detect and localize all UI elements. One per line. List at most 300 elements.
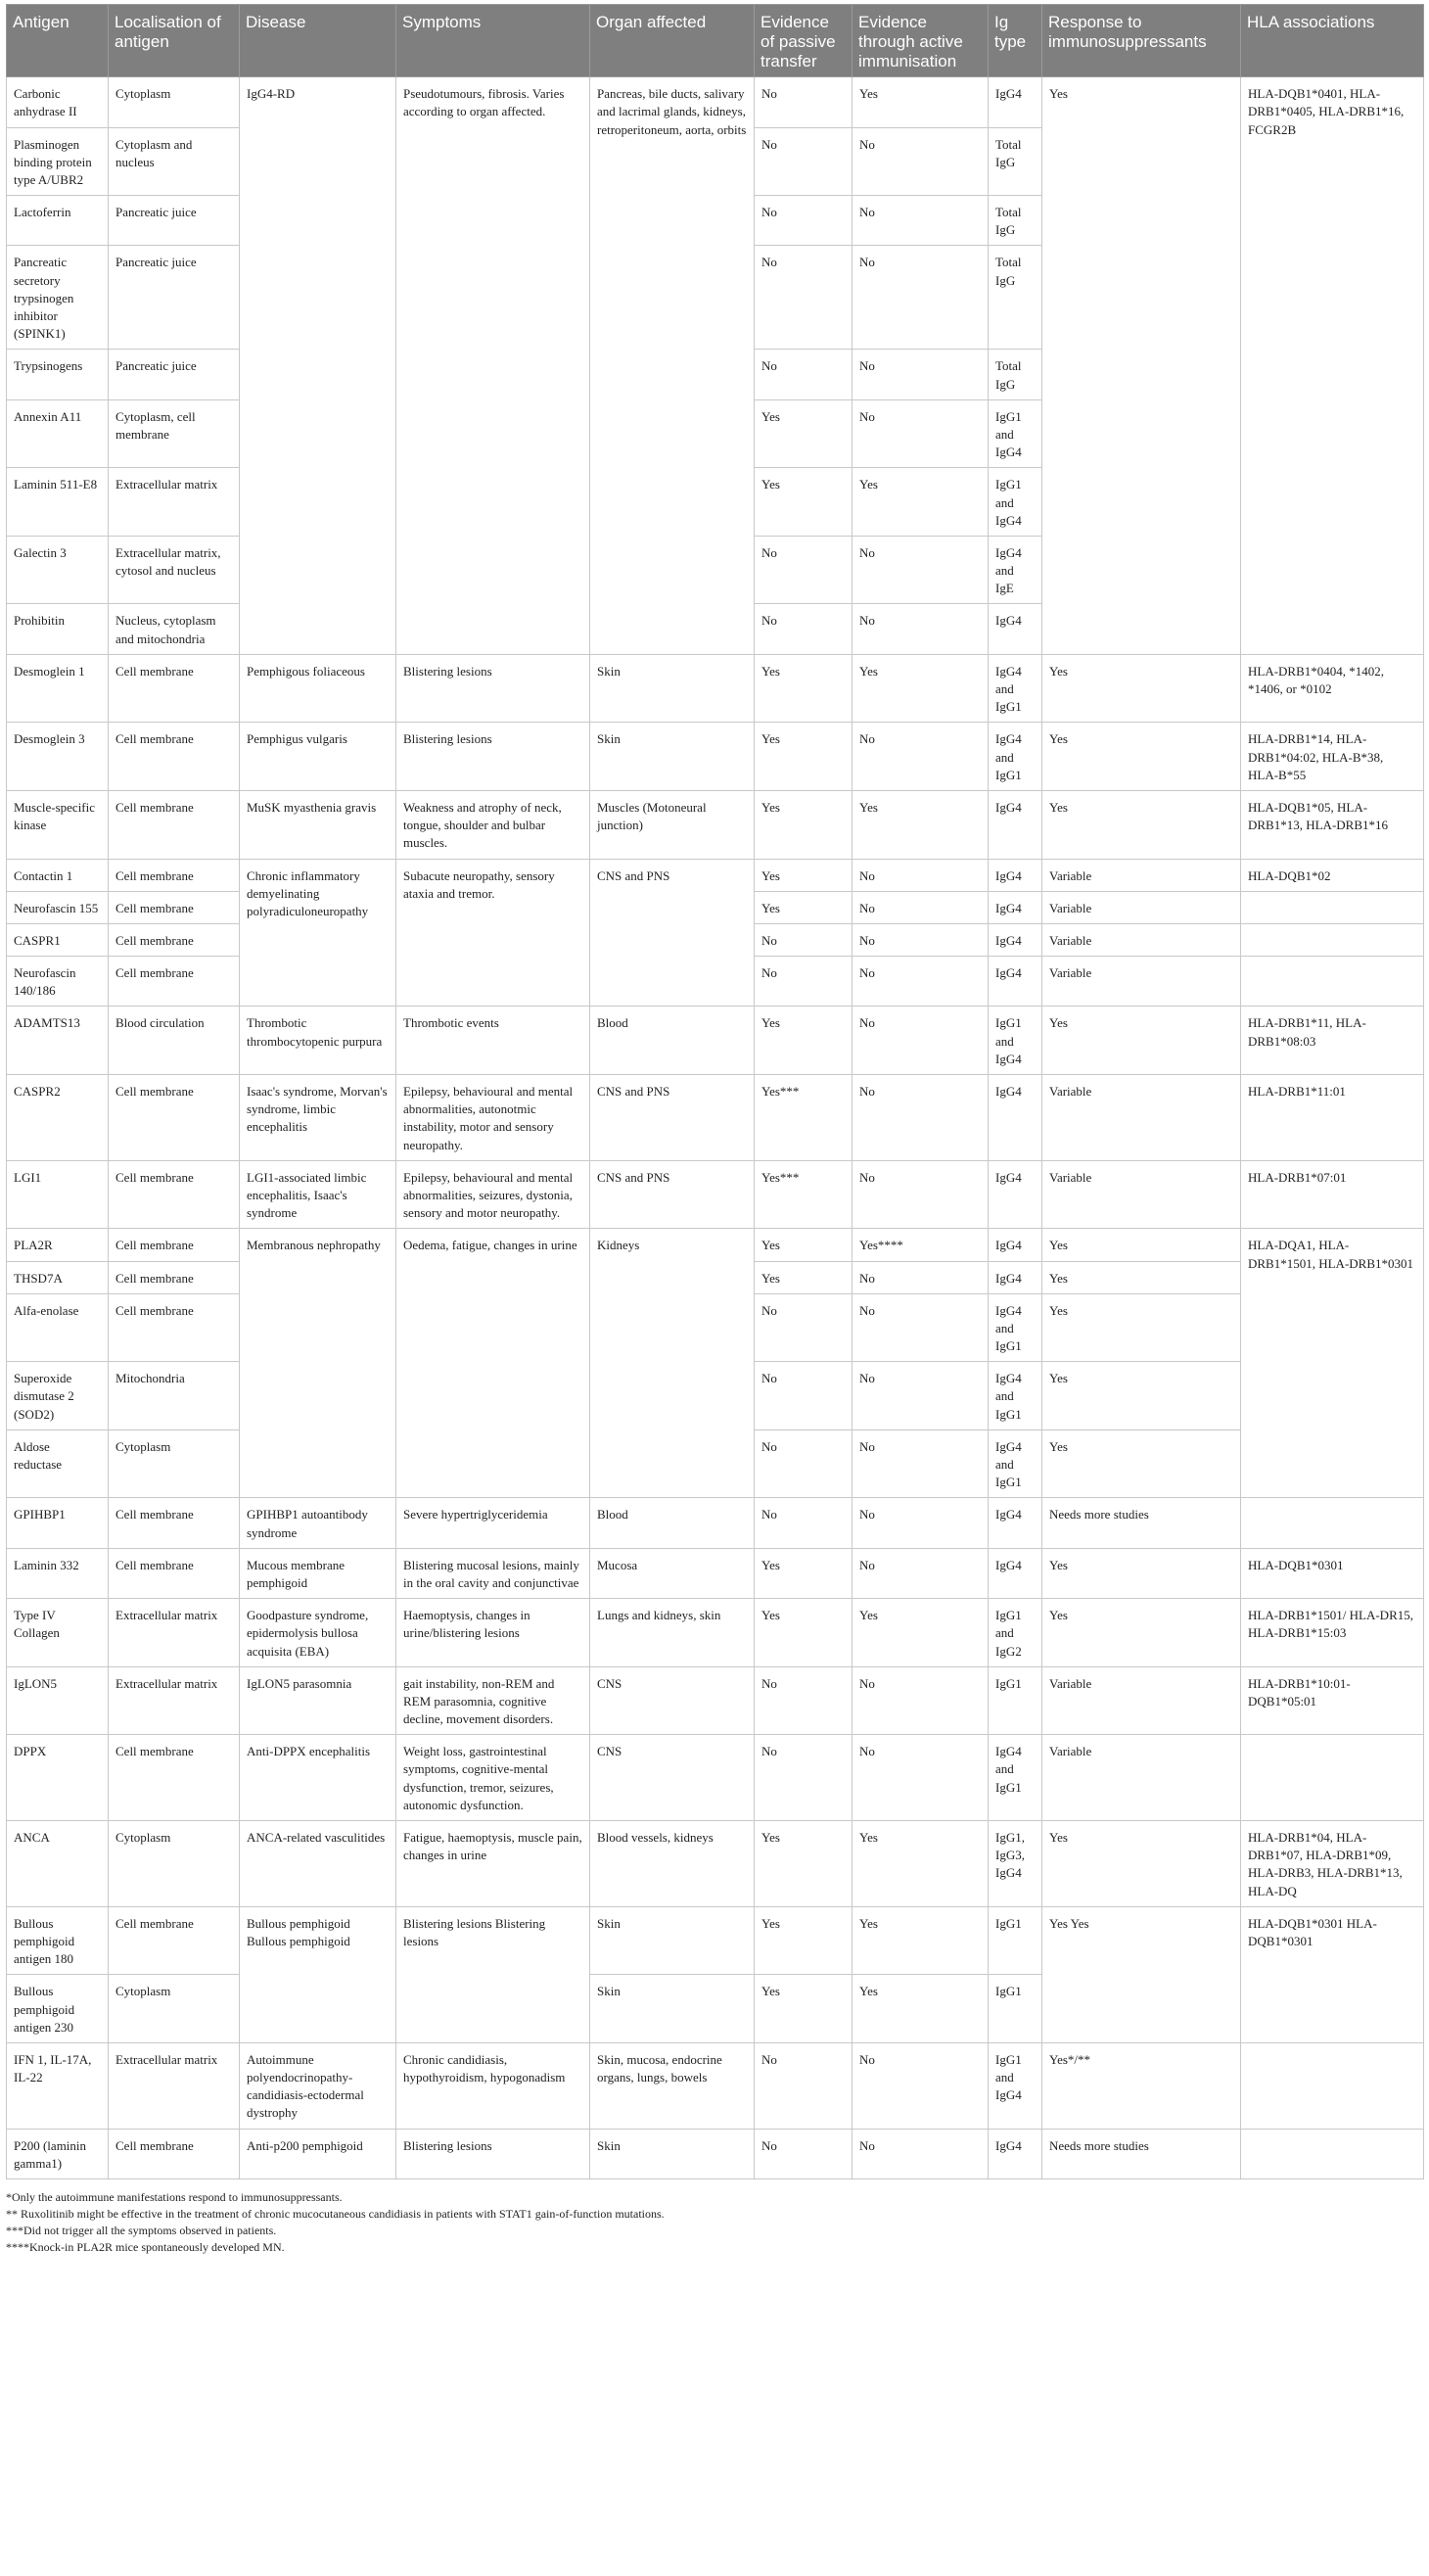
- table-cell: CNS and PNS: [590, 1160, 755, 1229]
- table-cell: HLA-DQA1, HLA-DRB1*1501, HLA-DRB1*0301: [1241, 1229, 1424, 1498]
- table-cell: IgG4: [989, 923, 1042, 956]
- table-cell: Skin: [590, 723, 755, 791]
- page: [6, 4, 1423, 2569]
- table-cell: Yes: [1042, 723, 1241, 791]
- table-cell: CASPR2: [7, 1075, 109, 1161]
- table-cell: Yes: [1042, 790, 1241, 859]
- table-cell: CNS and PNS: [590, 1075, 755, 1161]
- table-cell: Yes Yes: [1042, 1906, 1241, 2042]
- table-cell: Cell membrane: [109, 723, 240, 791]
- table-cell: Yes: [853, 1821, 989, 1907]
- table-cell: No: [853, 604, 989, 654]
- table-cell: Nucleus, cytoplasm and mitochondria: [109, 604, 240, 654]
- table-cell: No: [853, 399, 989, 468]
- table-cell: IgLON5 parasomnia: [240, 1666, 396, 1735]
- table-cell: [1241, 957, 1424, 1007]
- table-cell: gait instability, non-REM and REM parasomnia, cognitive decline, movement disorders.: [396, 1666, 590, 1735]
- table-cell: HLA-DQB1*0301 HLA-DQB1*0301: [1241, 1906, 1424, 2042]
- table-cell: Neurofascin 140/186: [7, 957, 109, 1007]
- table-cell: IgG4 and IgE: [989, 536, 1042, 604]
- table-cell: No: [755, 350, 853, 399]
- table-cell: Blistering lesions: [396, 723, 590, 791]
- table-cell: Yes: [853, 654, 989, 723]
- table-cell: No: [853, 1548, 989, 1598]
- table-row: [7, 723, 1424, 791]
- table-cell: Weight loss, gastrointestinal symptoms, cognitive-mental dysfunction, tremor, seizures, autonomic dysfunction.: [396, 1735, 590, 1821]
- table-cell: Blood: [590, 1007, 755, 1075]
- column-header: Antigen: [7, 5, 109, 77]
- table-cell: Extracellular matrix, cytosol and nucleus: [109, 536, 240, 604]
- table-cell: Variable: [1042, 1075, 1241, 1161]
- table-cell: Cell membrane: [109, 2129, 240, 2178]
- table-cell: Goodpasture syndrome, epidermolysis bullosa acquisita (EBA): [240, 1599, 396, 1667]
- column-header: Evidence through active immunisation: [853, 5, 989, 77]
- table-cell: Cell membrane: [109, 1735, 240, 1821]
- table-cell: Extracellular matrix: [109, 1666, 240, 1735]
- table-cell: Yes: [755, 654, 853, 723]
- column-header: Ig type: [989, 5, 1042, 77]
- table-cell: CNS: [590, 1735, 755, 1821]
- table-cell: Cytoplasm: [109, 1821, 240, 1907]
- table-cell: IgG4: [989, 891, 1042, 923]
- table-cell: IgG4: [989, 604, 1042, 654]
- table-cell: No: [853, 923, 989, 956]
- table-cell: Variable: [1042, 859, 1241, 891]
- table-cell: No: [853, 1362, 989, 1430]
- table-cell: IgG4: [989, 859, 1042, 891]
- table-cell: Yes: [1042, 1548, 1241, 1598]
- table-cell: MuSK myasthenia gravis: [240, 790, 396, 859]
- table-cell: Yes*/**: [1042, 2042, 1241, 2129]
- table-cell: Cell membrane: [109, 654, 240, 723]
- table-cell: Cytoplasm: [109, 1975, 240, 2043]
- table-cell: Cell membrane: [109, 1548, 240, 1598]
- table-cell: No: [755, 246, 853, 350]
- table-cell: No: [853, 196, 989, 246]
- table-cell: Blood vessels, kidneys: [590, 1821, 755, 1907]
- table-cell: [1241, 1735, 1424, 1821]
- table-cell: No: [853, 1498, 989, 1548]
- table-cell: Cell membrane: [109, 1906, 240, 1975]
- column-header: Evidence of passive transfer: [755, 5, 853, 77]
- table-cell: Cell membrane: [109, 923, 240, 956]
- table-cell: Thrombotic thrombocytopenic purpura: [240, 1007, 396, 1075]
- table-cell: LGI1: [7, 1160, 109, 1229]
- table-cell: Cell membrane: [109, 1261, 240, 1293]
- table-cell: Chronic candidiasis, hypothyroidism, hypogonadism: [396, 2042, 590, 2129]
- table-cell: No: [755, 196, 853, 246]
- table-cell: No: [755, 1362, 853, 1430]
- table-cell: Total IgG: [989, 246, 1042, 350]
- table-cell: IgG4 and IgG1: [989, 1293, 1042, 1362]
- table-cell: IgG4: [989, 1229, 1042, 1261]
- table-cell: IgG4: [989, 1498, 1042, 1548]
- table-cell: Aldose reductase: [7, 1429, 109, 1498]
- table-cell: No: [755, 1429, 853, 1498]
- table-cell: HLA-DRB1*07:01: [1241, 1160, 1424, 1229]
- table-cell: IgG4 and IgG1: [989, 1429, 1042, 1498]
- table-row: [7, 1821, 1424, 1907]
- table-cell: Needs more studies: [1042, 2129, 1241, 2178]
- table-cell: Variable: [1042, 891, 1241, 923]
- table-cell: Skin, mucosa, endocrine organs, lungs, bowels: [590, 2042, 755, 2129]
- table-cell: Extracellular matrix: [109, 468, 240, 537]
- table-row: [7, 77, 1424, 127]
- column-header: Symptoms: [396, 5, 590, 77]
- table-cell: No: [755, 957, 853, 1007]
- table-cell: Mucosa: [590, 1548, 755, 1598]
- table-cell: Total IgG: [989, 196, 1042, 246]
- table-cell: Trypsinogens: [7, 350, 109, 399]
- table-cell: Skin: [590, 654, 755, 723]
- table-row: [7, 654, 1424, 723]
- table-cell: Blistering mucosal lesions, mainly in the oral cavity and conjunctivae: [396, 1548, 590, 1598]
- table-cell: No: [755, 127, 853, 196]
- table-cell: Yes: [1042, 1007, 1241, 1075]
- table-cell: Autoimmune polyendocrinopathy-candidiasis-ectodermal dystrophy: [240, 2042, 396, 2129]
- table-row: [7, 1666, 1424, 1735]
- table-cell: Cell membrane: [109, 1075, 240, 1161]
- table-cell: Galectin 3: [7, 536, 109, 604]
- table-cell: Yes: [755, 723, 853, 791]
- table-cell: Epilepsy, behavioural and mental abnormalities, autonotmic instability, motor and sensory neuropathy.: [396, 1075, 590, 1161]
- table-cell: Plasminogen binding protein type A/UBR2: [7, 127, 109, 196]
- table-cell: Variable: [1042, 1735, 1241, 1821]
- table-row: [7, 1007, 1424, 1075]
- table-cell: Extracellular matrix: [109, 1599, 240, 1667]
- table-cell: Yes: [853, 1975, 989, 2043]
- table-cell: HLA-DRB1*10:01-DQB1*05:01: [1241, 1666, 1424, 1735]
- table-cell: Yes***: [755, 1160, 853, 1229]
- table-cell: IgG4: [989, 790, 1042, 859]
- autoantigen-table: [6, 4, 1424, 2179]
- table-cell: Yes: [755, 859, 853, 891]
- table-cell: Blistering lesions: [396, 2129, 590, 2178]
- table-cell: HLA-DRB1*11:01: [1241, 1075, 1424, 1161]
- table-cell: Haemoptysis, changes in urine/blistering lesions: [396, 1599, 590, 1667]
- table-cell: Muscle-specific kinase: [7, 790, 109, 859]
- table-cell: IgG4: [989, 1261, 1042, 1293]
- table-cell: IgG1 and IgG4: [989, 2042, 1042, 2129]
- table-cell: No: [755, 2129, 853, 2178]
- table-cell: No: [853, 350, 989, 399]
- table-cell: No: [755, 1666, 853, 1735]
- table-cell: Total IgG: [989, 127, 1042, 196]
- table-cell: Blood circulation: [109, 1007, 240, 1075]
- table-cell: Yes***: [755, 1075, 853, 1161]
- table-cell: Neurofascin 155: [7, 891, 109, 923]
- table-cell: LGI1-associated limbic encephalitis, Isaac's syndrome: [240, 1160, 396, 1229]
- table-cell: Kidneys: [590, 1229, 755, 1498]
- table-row: [7, 1229, 1424, 1261]
- footnotes: [6, 2189, 1423, 2256]
- table-cell: HLA-DQB1*05, HLA-DRB1*13, HLA-DRB1*16: [1241, 790, 1424, 859]
- table-cell: Superoxide dismutase 2 (SOD2): [7, 1362, 109, 1430]
- table-cell: No: [755, 923, 853, 956]
- table-cell: Yes: [755, 468, 853, 537]
- table-cell: Yes: [853, 77, 989, 127]
- table-cell: [1241, 923, 1424, 956]
- table-row: [7, 1548, 1424, 1598]
- table-cell: Chronic inflammatory demyelinating polyradiculoneuropathy: [240, 859, 396, 1007]
- table-row: [7, 790, 1424, 859]
- table-cell: Pemphigous foliaceous: [240, 654, 396, 723]
- table-cell: ANCA: [7, 1821, 109, 1907]
- table-header: [7, 5, 1424, 77]
- table-cell: IgG4: [989, 1075, 1042, 1161]
- table-cell: No: [755, 536, 853, 604]
- table-cell: Yes****: [853, 1229, 989, 1261]
- table-cell: GPIHBP1: [7, 1498, 109, 1548]
- table-cell: Isaac's syndrome, Morvan's syndrome, limbic encephalitis: [240, 1075, 396, 1161]
- table-cell: No: [853, 246, 989, 350]
- table-row: [7, 1599, 1424, 1667]
- table-row: [7, 1075, 1424, 1161]
- table-cell: No: [853, 2042, 989, 2129]
- table-cell: IgLON5: [7, 1666, 109, 1735]
- table-cell: Cell membrane: [109, 1498, 240, 1548]
- table-cell: Yes: [755, 891, 853, 923]
- table-cell: No: [755, 77, 853, 127]
- table-cell: Yes: [1042, 1293, 1241, 1362]
- column-header: Organ affected: [590, 5, 755, 77]
- footnote: *Only the autoimmune manifestations respond to immunosuppressants.: [6, 2190, 343, 2205]
- table-cell: Blistering lesions: [396, 654, 590, 723]
- table-cell: Skin: [590, 1975, 755, 2043]
- table-cell: Cytoplasm, cell membrane: [109, 399, 240, 468]
- table-cell: IgG1 and IgG2: [989, 1599, 1042, 1667]
- table-cell: Yes: [755, 1548, 853, 1598]
- table-cell: Variable: [1042, 1160, 1241, 1229]
- table-cell: HLA-DQB1*02: [1241, 859, 1424, 891]
- table-cell: DPPX: [7, 1735, 109, 1821]
- table-cell: IgG4 and IgG1: [989, 1362, 1042, 1430]
- table-cell: Desmoglein 1: [7, 654, 109, 723]
- table-cell: IgG1 and IgG4: [989, 468, 1042, 537]
- table-cell: Lungs and kidneys, skin: [590, 1599, 755, 1667]
- table-cell: Variable: [1042, 923, 1241, 956]
- table-cell: Pancreas, bile ducts, salivary and lacrimal glands, kidneys, retroperitoneum, aorta, orbits: [590, 77, 755, 655]
- table-cell: No: [853, 723, 989, 791]
- table-row: [7, 1906, 1424, 1975]
- footnote: ****Knock-in PLA2R mice spontaneously developed MN.: [6, 2240, 285, 2255]
- table-cell: Contactin 1: [7, 859, 109, 891]
- table-cell: Oedema, fatigue, changes in urine: [396, 1229, 590, 1498]
- table-cell: IgG1, IgG3, IgG4: [989, 1821, 1042, 1907]
- table-cell: IgG1 and IgG4: [989, 399, 1042, 468]
- table-cell: HLA-DRB1*11, HLA-DRB1*08:03: [1241, 1007, 1424, 1075]
- table-cell: IgG4: [989, 2129, 1042, 2178]
- table-cell: No: [755, 604, 853, 654]
- table-cell: Yes: [1042, 1429, 1241, 1498]
- table-cell: Carbonic anhydrase II: [7, 77, 109, 127]
- table-cell: Yes: [1042, 1229, 1241, 1261]
- table-cell: Anti-DPPX encephalitis: [240, 1735, 396, 1821]
- column-header: Localisation of antigen: [109, 5, 240, 77]
- footnote: ***Did not trigger all the symptoms observed in patients.: [6, 2224, 277, 2238]
- table-cell: Cell membrane: [109, 957, 240, 1007]
- table-cell: Yes: [853, 790, 989, 859]
- table-cell: Muscles (Motoneural junction): [590, 790, 755, 859]
- table-cell: Thrombotic events: [396, 1007, 590, 1075]
- table-cell: GPIHBP1 autoantibody syndrome: [240, 1498, 396, 1548]
- table-cell: Needs more studies: [1042, 1498, 1241, 1548]
- table-cell: Yes: [1042, 654, 1241, 723]
- table-cell: Severe hypertriglyceridemia: [396, 1498, 590, 1548]
- table-cell: No: [853, 891, 989, 923]
- table-row: [7, 1160, 1424, 1229]
- table-cell: No: [853, 536, 989, 604]
- table-cell: Bullous pemphigoid antigen 230: [7, 1975, 109, 2043]
- table-cell: Yes: [755, 1821, 853, 1907]
- table-cell: No: [853, 1075, 989, 1161]
- column-header: Disease: [240, 5, 396, 77]
- table-cell: No: [853, 1160, 989, 1229]
- table-cell: Yes: [755, 1229, 853, 1261]
- table-cell: Cell membrane: [109, 859, 240, 891]
- table-cell: THSD7A: [7, 1261, 109, 1293]
- table-cell: Yes: [1042, 77, 1241, 655]
- table-cell: HLA-DQB1*0301: [1241, 1548, 1424, 1598]
- table-cell: No: [853, 957, 989, 1007]
- table-cell: Bullous pemphigoid Bullous pemphigoid: [240, 1906, 396, 2042]
- table-cell: Yes: [853, 468, 989, 537]
- table-cell: Yes: [755, 1975, 853, 2043]
- table-cell: No: [755, 1735, 853, 1821]
- table-cell: Alfa-enolase: [7, 1293, 109, 1362]
- table-cell: Pemphigus vulgaris: [240, 723, 396, 791]
- table-cell: P200 (laminin gamma1): [7, 2129, 109, 2178]
- table-cell: Mitochondria: [109, 1362, 240, 1430]
- table-cell: IgG1: [989, 1975, 1042, 2043]
- table-cell: Pancreatic juice: [109, 196, 240, 246]
- column-header: HLA associations: [1241, 5, 1424, 77]
- table-cell: Yes: [1042, 1599, 1241, 1667]
- table-cell: Skin: [590, 1906, 755, 1975]
- table-cell: Yes: [853, 1599, 989, 1667]
- table-cell: No: [755, 2042, 853, 2129]
- table-cell: Prohibitin: [7, 604, 109, 654]
- column-header: Response to immunosuppressants: [1042, 5, 1241, 77]
- table-cell: Yes: [853, 1906, 989, 1975]
- table-cell: Fatigue, haemoptysis, muscle pain, changes in urine: [396, 1821, 590, 1907]
- table-row: [7, 1498, 1424, 1548]
- table-cell: IgG4 and IgG1: [989, 723, 1042, 791]
- table-cell: CNS: [590, 1666, 755, 1735]
- table-cell: Blistering lesions Blistering lesions: [396, 1906, 590, 2042]
- table-cell: HLA-DRB1*04, HLA-DRB1*07, HLA-DRB1*09, HLA-DRB3, HLA-DRB1*13, HLA-DQ: [1241, 1821, 1424, 1907]
- table-cell: No: [853, 1429, 989, 1498]
- table-cell: IgG1: [989, 1666, 1042, 1735]
- table-cell: Yes: [1042, 1821, 1241, 1907]
- table-row: [7, 859, 1424, 891]
- table-cell: [1241, 891, 1424, 923]
- table-cell: Yes: [755, 1261, 853, 1293]
- table-cell: No: [853, 859, 989, 891]
- table-cell: IgG4-RD: [240, 77, 396, 655]
- table-cell: No: [853, 1007, 989, 1075]
- table-cell: No: [853, 1293, 989, 1362]
- table-cell: Bullous pemphigoid antigen 180: [7, 1906, 109, 1975]
- table-cell: Cytoplasm and nucleus: [109, 127, 240, 196]
- table-cell: IgG1 and IgG4: [989, 1007, 1042, 1075]
- table-cell: Desmoglein 3: [7, 723, 109, 791]
- table-cell: CNS and PNS: [590, 859, 755, 1007]
- table-cell: CASPR1: [7, 923, 109, 956]
- table-cell: ADAMTS13: [7, 1007, 109, 1075]
- table-cell: Yes: [1042, 1261, 1241, 1293]
- table-cell: Total IgG: [989, 350, 1042, 399]
- table-cell: HLA-DRB1*0404, *1402, *1406, or *0102: [1241, 654, 1424, 723]
- table-cell: No: [853, 1261, 989, 1293]
- table-cell: Pancreatic juice: [109, 350, 240, 399]
- table-cell: No: [853, 1666, 989, 1735]
- table-cell: Variable: [1042, 1666, 1241, 1735]
- table-cell: No: [853, 1735, 989, 1821]
- table-cell: IFN 1, IL-17A, IL-22: [7, 2042, 109, 2129]
- table-cell: IgG4 and IgG1: [989, 1735, 1042, 1821]
- table-cell: Cell membrane: [109, 891, 240, 923]
- table-cell: Cell membrane: [109, 1293, 240, 1362]
- table-cell: Subacute neuropathy, sensory ataxia and tremor.: [396, 859, 590, 1007]
- table-cell: HLA-DQB1*0401, HLA-DRB1*0405, HLA-DRB1*16, FCGR2B: [1241, 77, 1424, 655]
- table-cell: No: [853, 127, 989, 196]
- table-cell: IgG1: [989, 1906, 1042, 1975]
- table-cell: PLA2R: [7, 1229, 109, 1261]
- header-row: [7, 5, 1424, 77]
- table-cell: Yes: [755, 1007, 853, 1075]
- table-cell: Yes: [755, 1906, 853, 1975]
- table-cell: Yes: [755, 399, 853, 468]
- table-cell: No: [755, 1498, 853, 1548]
- table-cell: Cytoplasm: [109, 77, 240, 127]
- table-cell: Anti-p200 pemphigoid: [240, 2129, 396, 2178]
- table-cell: IgG4: [989, 1160, 1042, 1229]
- table-cell: Type IV Collagen: [7, 1599, 109, 1667]
- table-cell: Pseudotumours, fibrosis. Varies according to organ affected.: [396, 77, 590, 655]
- table-cell: Cell membrane: [109, 1229, 240, 1261]
- table-cell: Skin: [590, 2129, 755, 2178]
- table-cell: [1241, 2129, 1424, 2178]
- table-cell: HLA-DRB1*14, HLA-DRB1*04:02, HLA-B*38, HLA-B*55: [1241, 723, 1424, 791]
- table-cell: IgG4: [989, 77, 1042, 127]
- table-cell: Weakness and atrophy of neck, tongue, shoulder and bulbar muscles.: [396, 790, 590, 859]
- table-cell: Lactoferrin: [7, 196, 109, 246]
- table-cell: IgG4 and IgG1: [989, 654, 1042, 723]
- table-cell: Epilepsy, behavioural and mental abnormalities, seizures, dystonia, sensory and motor neuropathy.: [396, 1160, 590, 1229]
- table-cell: Extracellular matrix: [109, 2042, 240, 2129]
- table-cell: [1241, 1498, 1424, 1548]
- table-body: [7, 77, 1424, 2179]
- table-cell: No: [755, 1293, 853, 1362]
- table-cell: No: [853, 2129, 989, 2178]
- table-cell: IgG4: [989, 957, 1042, 1007]
- table-cell: [1241, 2042, 1424, 2129]
- table-cell: Variable: [1042, 957, 1241, 1007]
- table-cell: HLA-DRB1*1501/ HLA-DR15, HLA-DRB1*15:03: [1241, 1599, 1424, 1667]
- table-cell: Cytoplasm: [109, 1429, 240, 1498]
- table-cell: Yes: [755, 1599, 853, 1667]
- table-cell: IgG4: [989, 1548, 1042, 1598]
- table-row: [7, 2042, 1424, 2129]
- table-cell: Cell membrane: [109, 790, 240, 859]
- table-cell: Laminin 332: [7, 1548, 109, 1598]
- footnote: ** Ruxolitinib might be effective in the treatment of chronic mucocutaneous candidiasis in patients with STAT1 gain-of-function mutations.: [6, 2207, 665, 2222]
- table-cell: Blood: [590, 1498, 755, 1548]
- table-cell: Yes: [755, 790, 853, 859]
- table-cell: Mucous membrane pemphigoid: [240, 1548, 396, 1598]
- table-cell: Annexin A11: [7, 399, 109, 468]
